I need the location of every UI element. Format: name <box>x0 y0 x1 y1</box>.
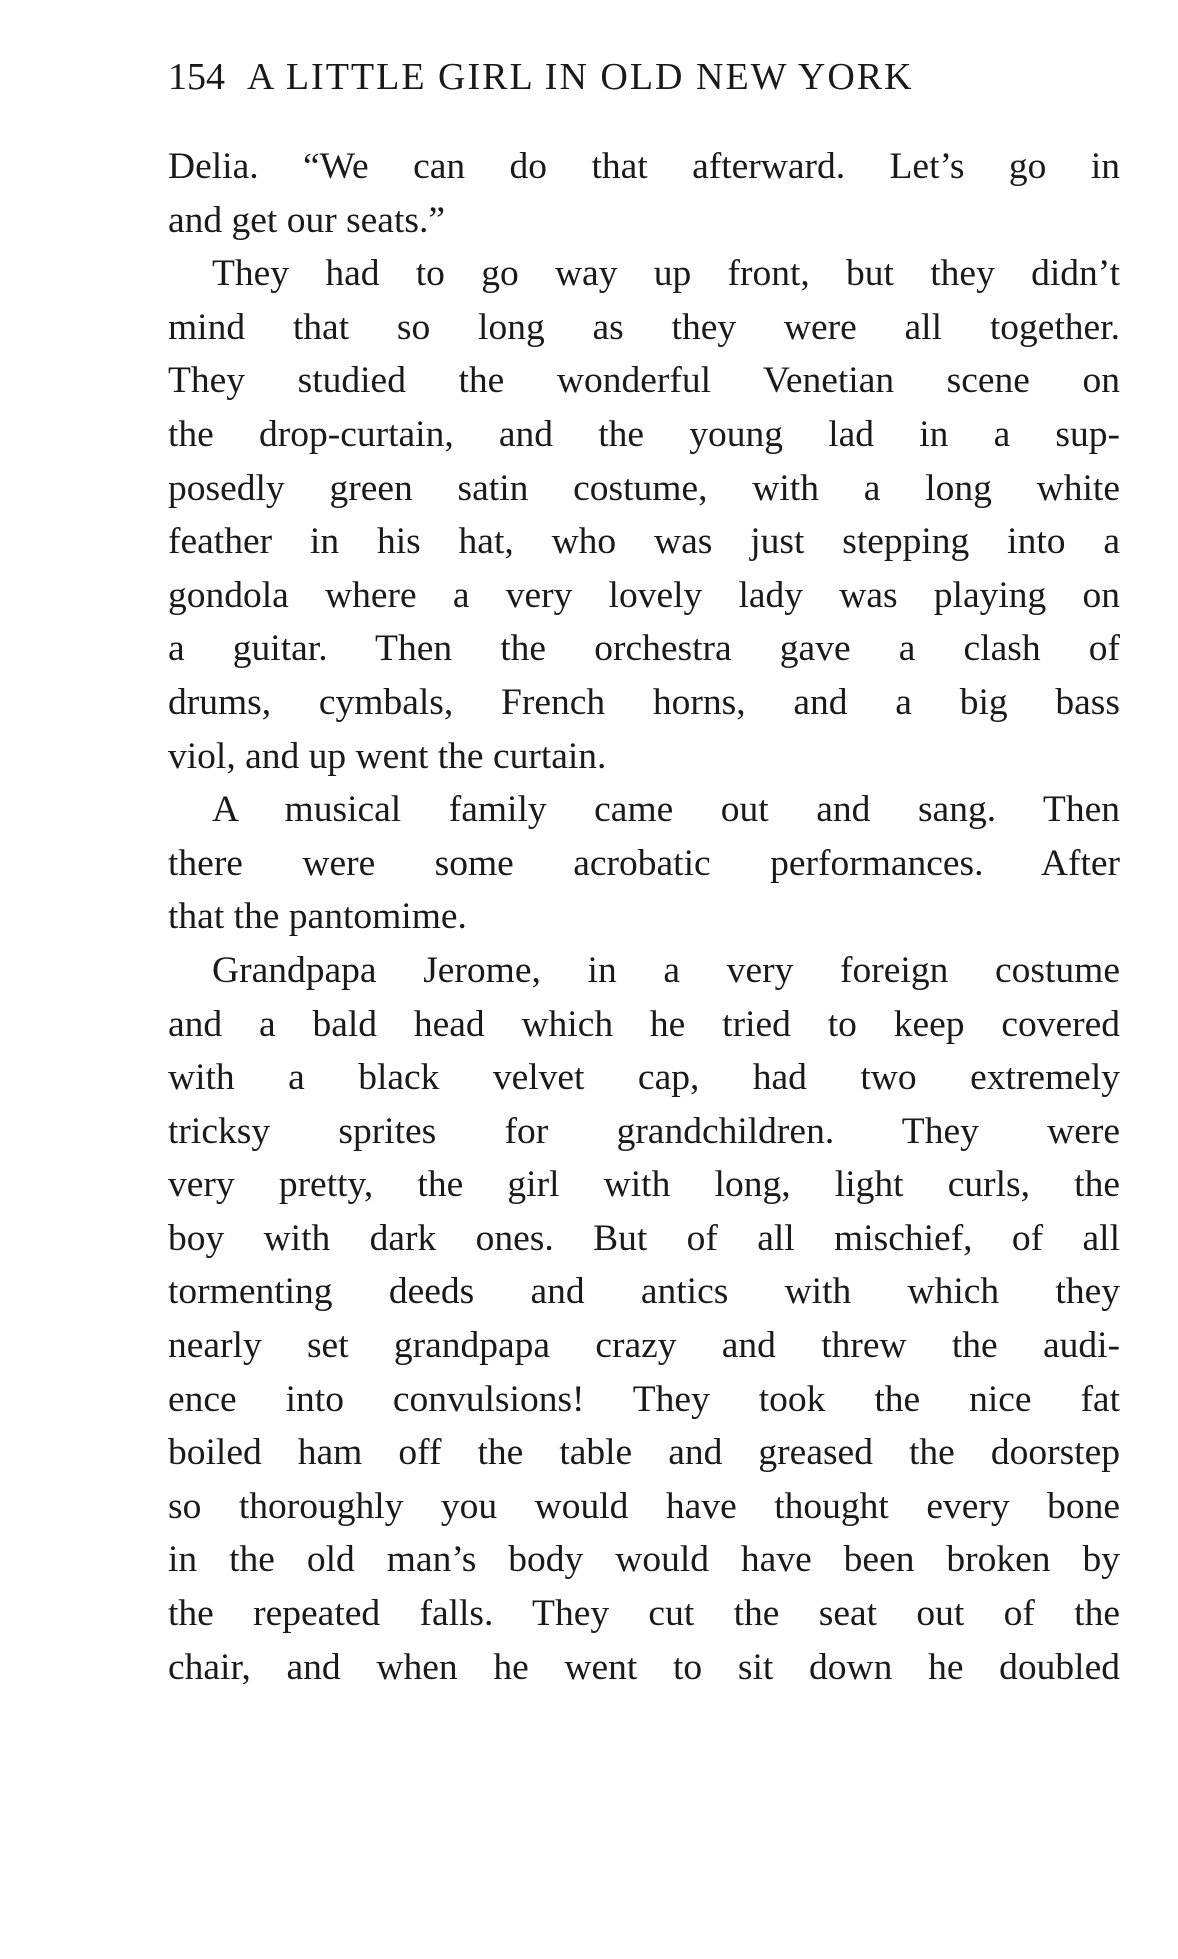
text-line: tormenting deeds and antics with which they <box>168 1271 1120 1313</box>
text-line: a guitar. Then the orchestra gave a clash of <box>168 628 1120 670</box>
text-line: boy with dark ones. But of all mischief, of all <box>168 1217 1120 1259</box>
text-line: so thoroughly you would have thought every bone <box>168 1485 1120 1527</box>
text-line: viol, and up went the curtain. <box>168 735 607 777</box>
text-line: drums, cymbals, French horns, and a big bass <box>168 681 1120 723</box>
text-line: chair, and when he went to sit down he doubled <box>168 1646 1120 1688</box>
text-line: boiled ham off the table and greased the doorstep <box>168 1432 1120 1474</box>
running-head <box>168 52 1038 102</box>
text-line: there were some acrobatic performances. After <box>168 842 1120 884</box>
text-line: and a bald head which he tried to keep covered <box>168 1003 1120 1045</box>
text-line: posedly green satin costume, with a long white <box>168 467 1120 509</box>
body-text <box>168 140 1120 1694</box>
text-line: and get our seats.” <box>168 199 445 241</box>
text-line: tricksy sprites for grandchildren. They were <box>168 1110 1120 1152</box>
text-line: very pretty, the girl with long, light curls, the <box>168 1164 1120 1206</box>
page-number: 154 <box>168 56 225 98</box>
text-line: ence into convulsions! They took the nice fat <box>168 1378 1120 1420</box>
text-line: with a black velvet cap, had two extremely <box>168 1057 1120 1099</box>
text-line: mind that so long as they were all together. <box>168 306 1120 348</box>
text-line: A musical family came out and sang. Then <box>212 789 1120 831</box>
text-line: Delia. “We can do that afterward. Let’s go in <box>168 146 1120 187</box>
text-line: that the pantomime. <box>168 896 467 938</box>
text-line: They studied the wonderful Venetian scene on <box>168 360 1120 402</box>
running-title: A LITTLE GIRL IN OLD NEW YORK <box>247 56 914 98</box>
text-line: in the old man’s body would have been broken by <box>168 1539 1120 1581</box>
text-line: the repeated falls. They cut the seat out of the <box>168 1593 1120 1635</box>
text-line: nearly set grandpapa crazy and threw the audi- <box>168 1325 1120 1367</box>
text-line: the drop-curtain, and the young lad in a sup- <box>168 413 1120 455</box>
text-line: They had to go way up front, but they didn’t <box>212 253 1120 295</box>
text-line: gondola where a very lovely lady was playing on <box>168 574 1120 616</box>
text-line: Grandpapa Jerome, in a very foreign costume <box>212 949 1120 991</box>
text-line: feather in his hat, who was just stepping into a <box>168 521 1120 563</box>
